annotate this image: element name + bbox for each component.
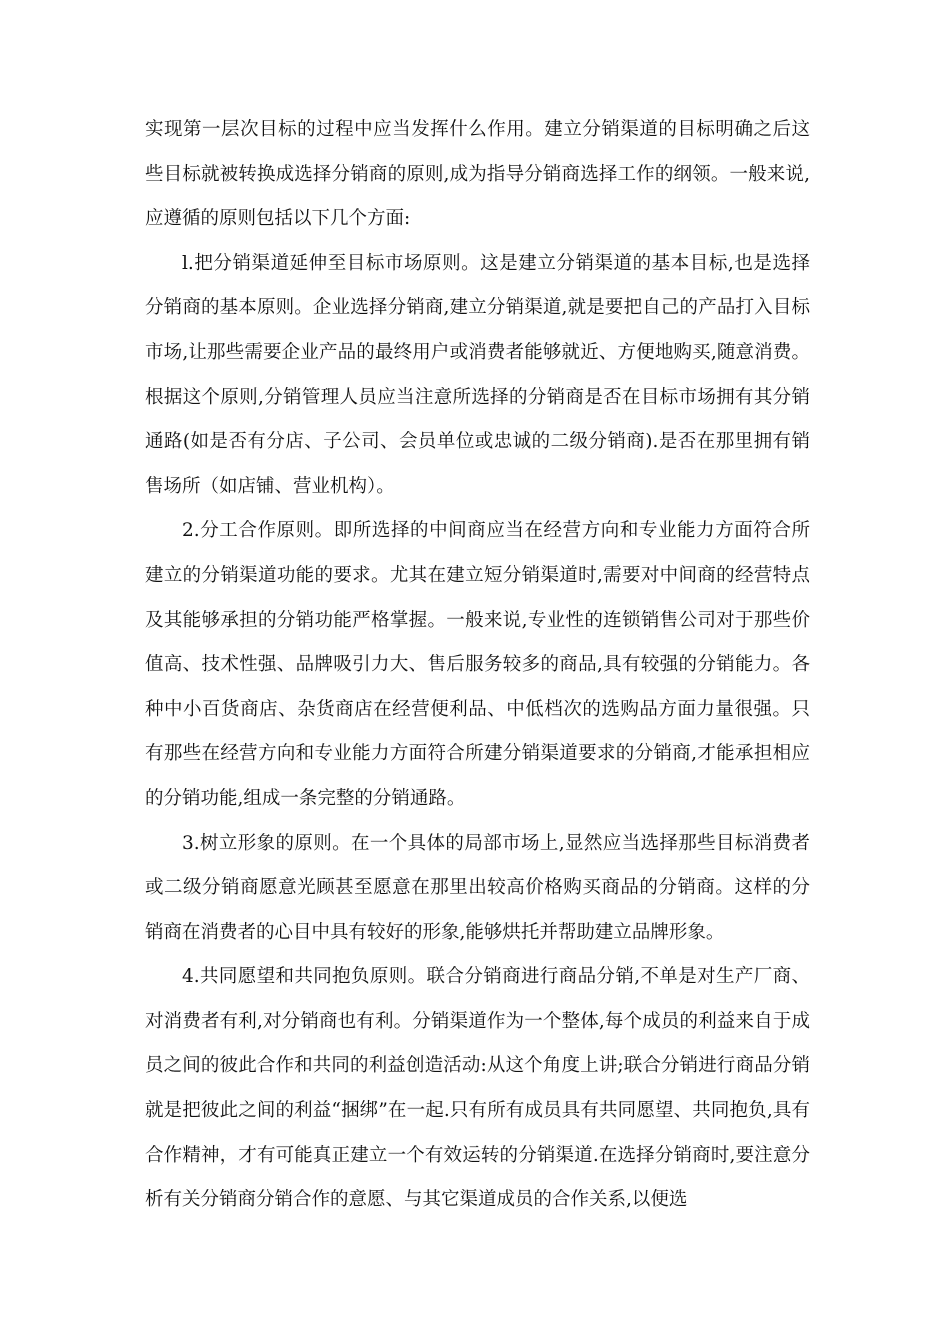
paragraph-principle-2: 2.分工合作原则。即所选择的中间商应当在经营方向和专业能力方面符合所建立的分销渠道功能的要求。尤其在建立短分销渠道时,需要对中间商的经营特点及其能够承担的分销功能严格掌握。一般来说,专业性的连锁销售公司对于那些价值高、技术性强、品牌吸引力大、售后服务较多的商品,具有较强的分销能力。各种中小百货商店、杂货商店在经营便利品、中低档次的选购品方面力量很强。只有那些在经营方向和专业能力方面符合所建分销渠道要求的分销商,才能承担相应的分销功能,组成一条完整的分销通路。	[145, 520, 810, 809]
paragraph-principle-4: 4.共同愿望和共同抱负原则。联合分销商进行商品分销,不单是对生产厂商、对消费者有利,对分销商也有利。分销渠道作为一个整体,每个成员的利益来自于成员之间的彼此合作和共同的利益创造活动:从这个角度上讲;联合分销进行商品分销就是把彼此之间的利益“捆绑”在一起.只有所有成员具有共同愿望、共同抱负,具有合作精神，才有可能真正建立一个有效运转的分销渠道.在选择分销商时,要注意分析有关分销商分销合作的意愿、与其它渠道成员的合作关系,以便选	[145, 966, 810, 1211]
document-body	[145, 108, 810, 1223]
paragraph-principle-1: l.把分销渠道延伸至目标市场原则。这是建立分销渠道的基本目标,也是选择分销商的基本原则。企业选择分销商,建立分销渠道,就是要把自己的产品打入目标市场,让那些需要企业产品的最终用户或消费者能够就近、方便地购买,随意消费。根据这个原则,分销管理人员应当注意所选择的分销商是否在目标市场拥有其分销通路(如是否有分店、子公司、会员单位或忠诚的二级分销商).是否在那里拥有销售场所（如店铺、营业机构）。	[145, 252, 810, 497]
paragraph-principle-3: 3.树立形象的原则。在一个具体的局部市场上,显然应当选择那些目标消费者或二级分销商愿意光顾甚至愿意在那里出较高价格购买商品的分销商。这样的分销商在消费者的心目中具有较好的形象,能够烘托并帮助建立品牌形象。	[145, 832, 810, 943]
paragraph-intro-continuation: 实现第一层次目标的过程中应当发挥什么作用。建立分销渠道的目标明确之后这些目标就被转换成选择分销商的原则,成为指导分销商选择工作的纲领。一般来说,应遵循的原则包括以下几个方面:	[145, 119, 810, 230]
